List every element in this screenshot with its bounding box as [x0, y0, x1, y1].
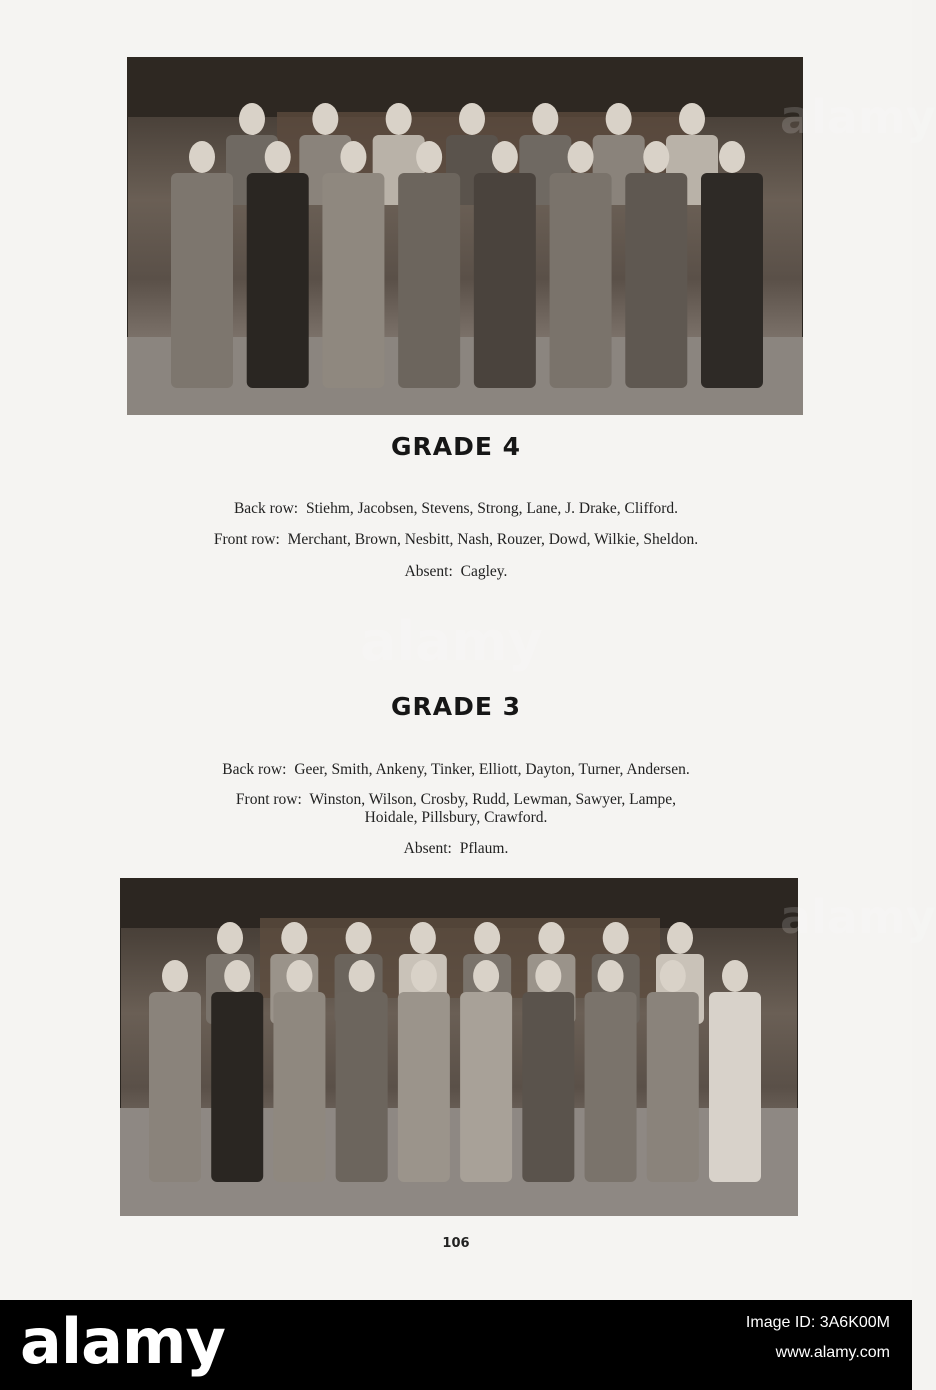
front-row-student: [247, 141, 309, 388]
banner-logo: alamy: [20, 1305, 225, 1378]
front-row-names: Merchant, Brown, Nesbitt, Nash, Rouzer, Dowd, Wilkie, Sheldon.: [287, 531, 699, 548]
grade3-front-row-caption-continued: [0, 808, 912, 828]
front-row-student: [460, 960, 512, 1182]
front-row-student: [550, 141, 612, 388]
front-row-student: [398, 141, 460, 388]
front-row-student: [149, 960, 201, 1182]
watermark-text: alamy: [360, 610, 543, 673]
back-row-names: Stiehm, Jacobsen, Stevens, Strong, Lane, J. Drake, Clifford.: [305, 500, 679, 517]
front-row-student: [522, 960, 574, 1182]
grade3-front-row-caption: [0, 790, 912, 810]
front-row-student: [211, 960, 263, 1182]
front-row-student: [398, 960, 450, 1182]
front-row-student: [273, 960, 325, 1182]
grade4-back-row-caption: [0, 499, 912, 519]
grade3-back-row-caption: [0, 760, 912, 780]
grade3-photo-figures: [120, 878, 798, 1216]
back-row-label: Back row:: [222, 761, 287, 778]
absent-label: Absent:: [403, 840, 452, 857]
banner-image-id: Image ID: 3A6K00M: [745, 1314, 890, 1331]
grade4-absent-caption: [0, 562, 912, 582]
banner-site: www.alamy.com: [775, 1344, 890, 1361]
absent-label: Absent:: [404, 563, 453, 580]
front-row-names-continued: Hoidale, Pillsbury, Crawford.: [364, 809, 548, 826]
watermark-text: alamy: [780, 890, 936, 944]
front-row-label: Front row:: [213, 531, 280, 548]
front-row-student: [701, 141, 763, 388]
front-row-student: [647, 960, 699, 1182]
front-row-student: [709, 960, 761, 1182]
watermark-text: alamy: [780, 90, 936, 144]
front-row-student: [474, 141, 536, 388]
page-number: 106: [442, 1236, 470, 1251]
absent-names: Pflaum.: [459, 840, 509, 857]
grade4-front-row-caption: [0, 530, 912, 550]
back-row-label: Back row:: [233, 500, 299, 517]
front-row-student: [322, 141, 384, 388]
front-row-student: [585, 960, 637, 1182]
grade4-photo-figures: [127, 57, 803, 415]
grade3-absent-caption: [0, 839, 912, 859]
grade3-heading: GRADE 3: [390, 692, 522, 721]
grade3-class-photo: [120, 878, 798, 1216]
front-row-names: Winston, Wilson, Crosby, Rudd, Lewman, Sawyer, Lampe,: [309, 791, 677, 808]
grade4-heading: GRADE 4: [390, 432, 522, 461]
front-row-label: Front row:: [235, 791, 302, 808]
absent-names: Cagley.: [460, 563, 508, 580]
front-row-student: [171, 141, 233, 388]
front-row-student: [625, 141, 687, 388]
banner-image-info: [746, 1308, 890, 1368]
back-row-names: Geer, Smith, Ankeny, Tinker, Elliott, Dayton, Turner, Andersen.: [294, 761, 690, 778]
grade4-class-photo: [127, 57, 803, 415]
front-row-student: [336, 960, 388, 1182]
